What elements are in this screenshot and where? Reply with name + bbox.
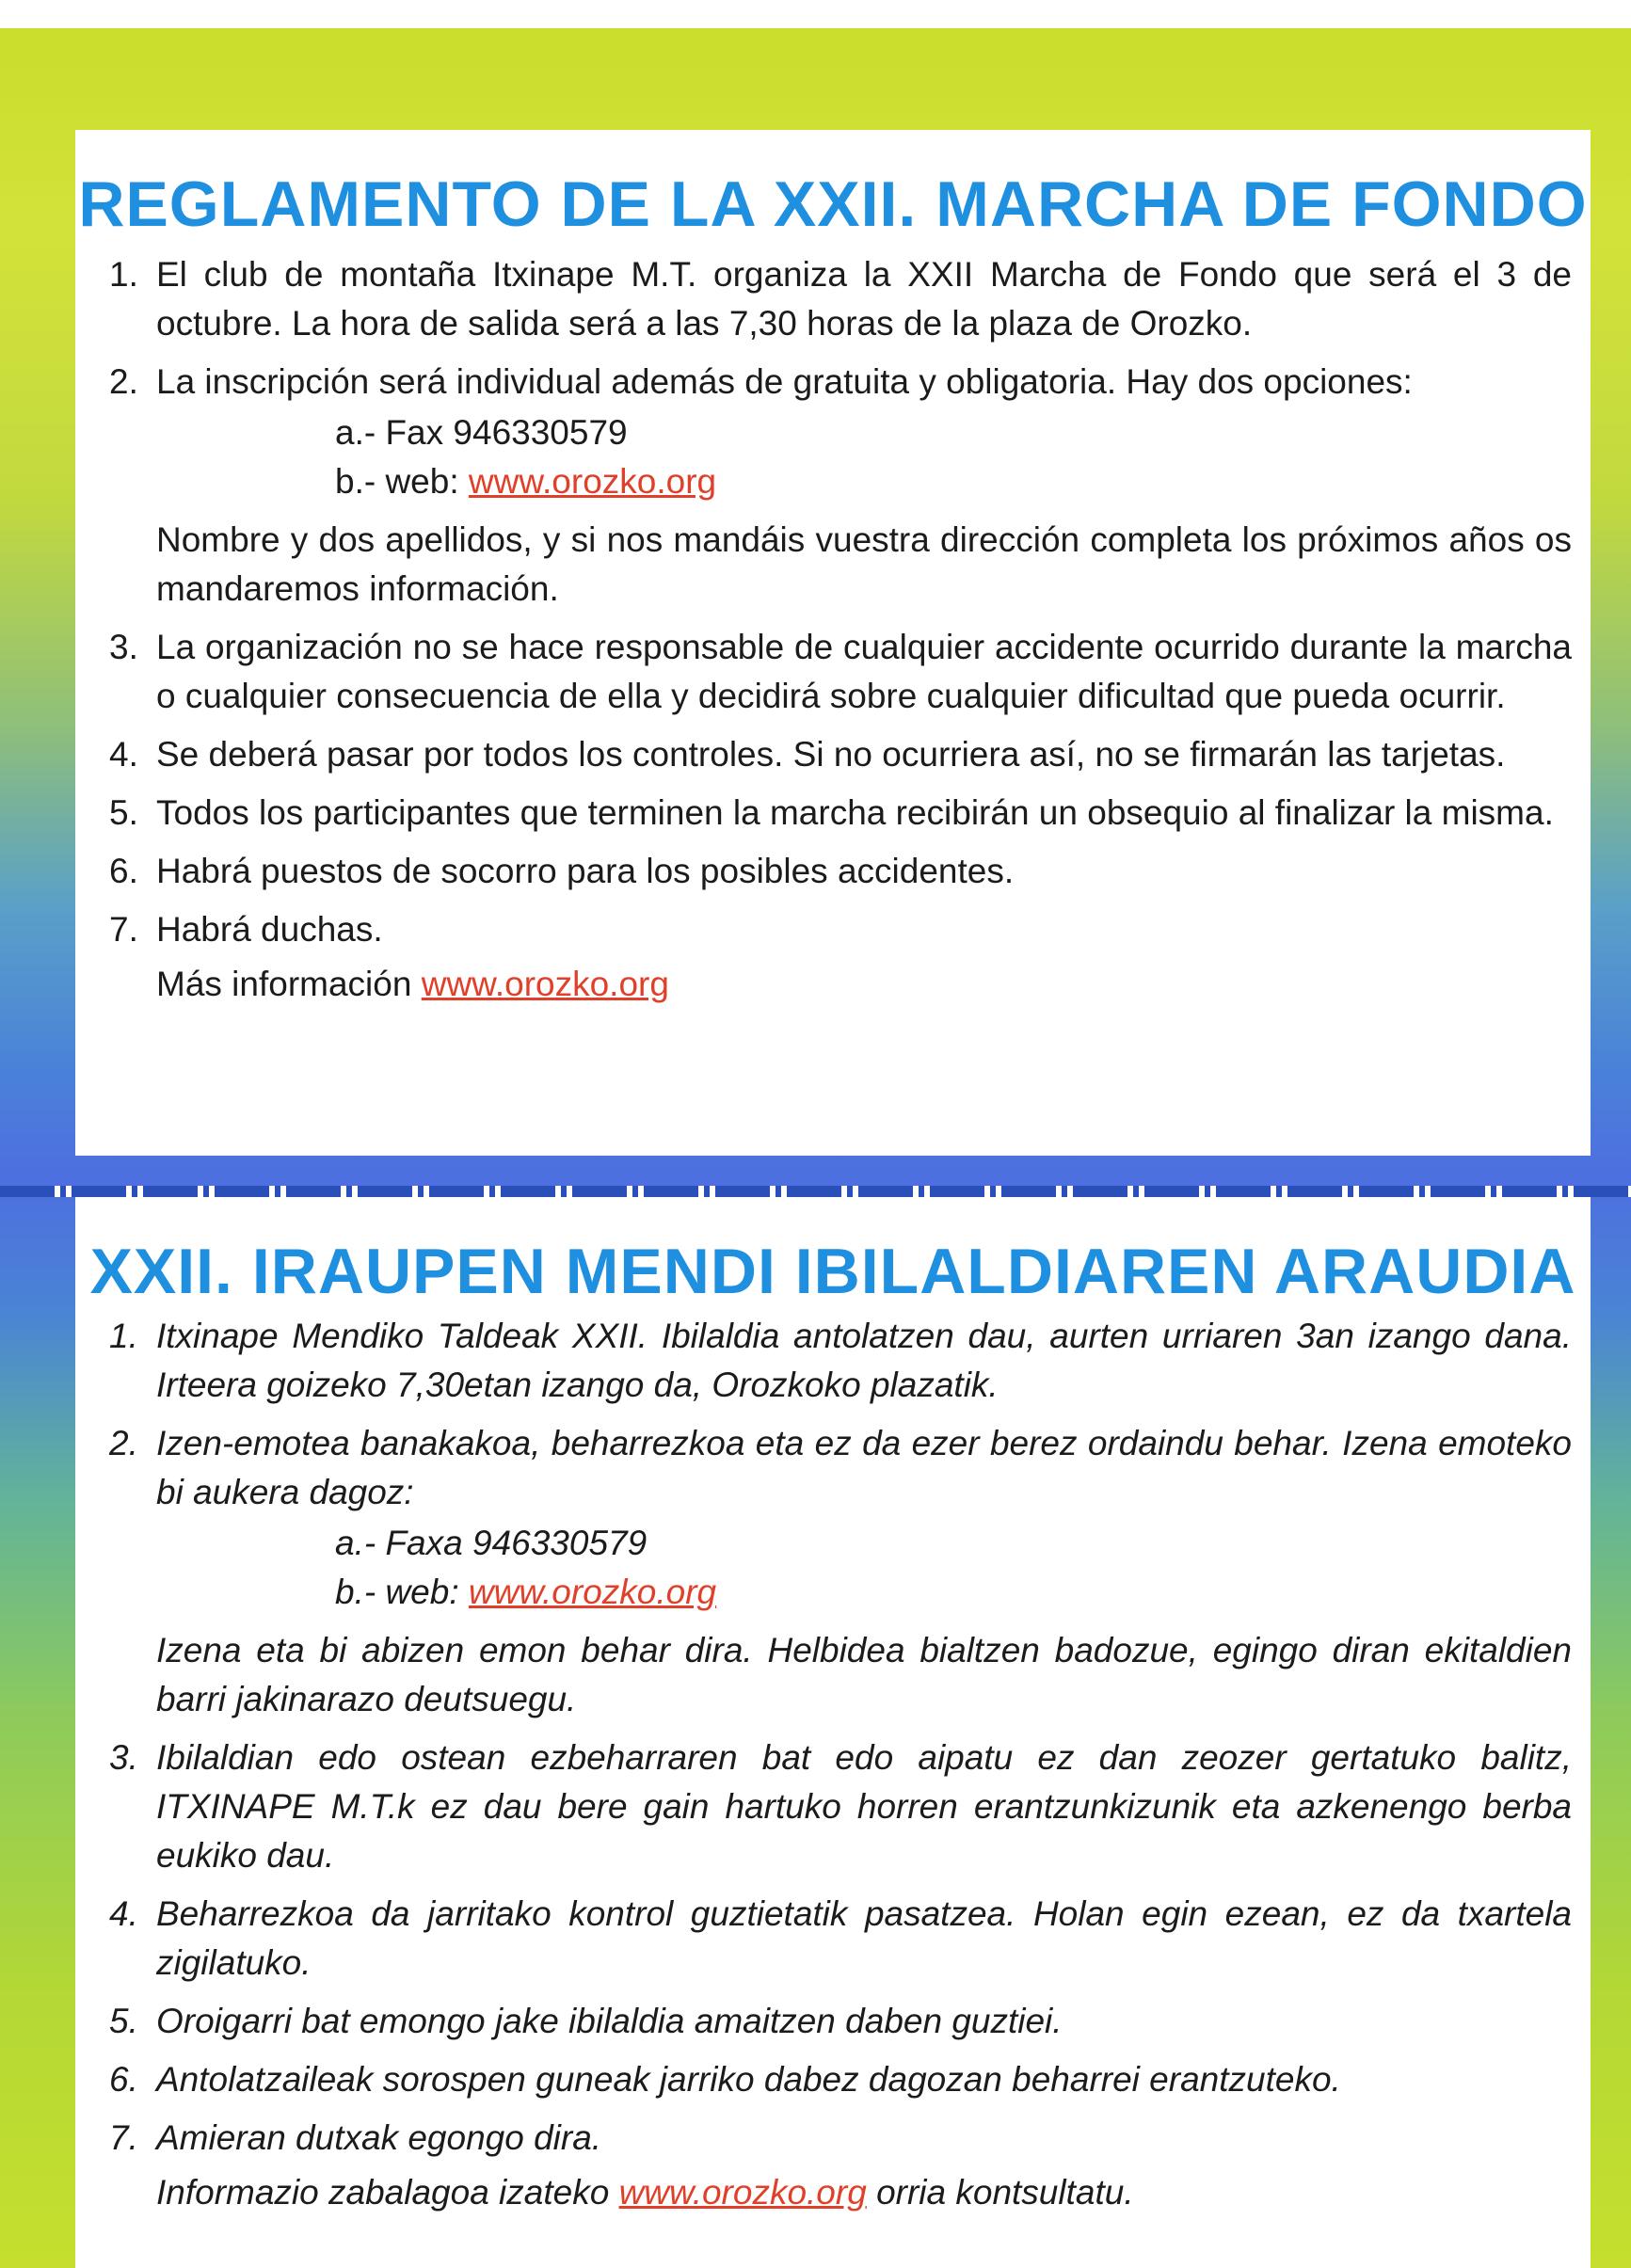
fax-option: a.- Faxa 946330579 (335, 1524, 648, 1562)
spanish-rule-6 (75, 847, 1591, 896)
rule-text: La inscripción será individual además de gratuita y obligatoria. Hay dos opciones: (156, 362, 1413, 401)
more-info-label: Más información (156, 965, 422, 1003)
rule-number: 4. (109, 735, 138, 774)
rule-text: Oroigarri bat emongo jake ibilaldia amaitzen daben guztiei. (156, 2002, 1063, 2040)
rule-text: Itxinape Mendiko Taldeak XXII. Ibilaldia antolatzen dau, aurten urriaren 3an izango dana. Irteera goizeko 7,30etan izango da, Orozkoko plazatik. (156, 1317, 1572, 1404)
rule-number: 5. (109, 793, 138, 832)
spanish-rule-4 (75, 730, 1591, 779)
dashed-divider (0, 1186, 1631, 1197)
rule-text: Beharrezkoa da jarritako kontrol guztietatik pasatzea. Holan egin ezean, ez da txartela zigilatuko. (156, 1894, 1572, 1982)
basque-rule-6 (75, 2055, 1591, 2104)
page-top-margin (0, 0, 1631, 28)
web-option (156, 1568, 1572, 1617)
spanish-rules-list (75, 250, 1591, 1018)
spanish-title: REGLAMENTO DE LA XXII. MARCHA DE FONDO (78, 168, 1588, 240)
rule-number: 2. (109, 362, 138, 401)
basque-rule-1 (75, 1312, 1591, 1410)
rule-number: 3. (109, 628, 138, 666)
basque-rule-4 (75, 1890, 1591, 1988)
more-info (156, 2168, 1572, 2217)
rule-number: 3. (109, 1738, 138, 1777)
web-option (156, 457, 1572, 506)
basque-rule-7 (75, 2114, 1591, 2217)
spanish-rule-2 (75, 358, 1591, 614)
more-info-suffix: orria kontsultatu. (866, 2173, 1134, 2212)
spanish-rule-7 (75, 905, 1591, 1009)
rule-number: 7. (109, 910, 138, 949)
rule-text: Antolatzaileak sorospen guneak jarriko dabez dagozan beharrei erantzuteko. (156, 2060, 1341, 2099)
rule-text: El club de montaña Itxinape M.T. organiza la XXII Marcha de Fondo que será el 3 de octubre. La hora de salida será a las 7,30 horas de la plaza de Orozko. (156, 255, 1572, 343)
basque-rules-list (75, 1312, 1591, 2227)
rule-number: 2. (109, 1424, 138, 1462)
rule-text: Izen-emotea banakakoa, beharrezkoa eta ez da ezer berez ordaindu behar. Izena emoteko bi aukera dagoz: (156, 1424, 1572, 1511)
web-option-label: b.- web: (335, 462, 469, 501)
web-link[interactable]: www.orozko.org (468, 462, 717, 501)
more-info-link[interactable]: www.orozko.org (421, 965, 669, 1003)
rule-number: 4. (109, 1894, 138, 1933)
rule-text: Ibilaldian edo ostean ezbeharraren bat edo aipatu ez dan zeozer gertatuko balitz, ITXINAPE M.T.k ez dau bere gain hartuko horren erantzunkizunik eta azkenengo berba eukiko dau. (156, 1738, 1572, 1875)
web-link[interactable]: www.orozko.org (468, 1573, 717, 1611)
spanish-rule-5 (75, 789, 1591, 838)
spanish-rule-1 (75, 250, 1591, 348)
rule-text: Habrá puestos de socorro para los posibles accidentes. (156, 852, 1015, 890)
rule-text: La organización no se hace responsable de cualquier accidente ocurrido durante la marcha o cualquier consecuencia de ella y decidirá sobre cualquier dificultad que pueda ocurrir. (156, 628, 1572, 715)
web-option-label: b.- web: (335, 1573, 469, 1611)
rule-text: Se deberá pasar por todos los controles. Si no ocurriera así, no se firmarán las tarjetas. (156, 735, 1506, 774)
more-info-label: Informazio zabalagoa izateko (156, 2173, 619, 2212)
rule-number: 1. (109, 255, 138, 294)
rule-number: 6. (109, 852, 138, 890)
basque-rule-2 (75, 1419, 1591, 1724)
basque-rule-3 (75, 1733, 1591, 1880)
rule-text: Amieran dutxak egongo dira. (156, 2118, 602, 2157)
rule-number: 1. (109, 1317, 138, 1355)
spanish-rules-panel (75, 130, 1591, 1156)
rule-text: Habrá duchas. (156, 910, 383, 949)
basque-rule-5 (75, 1997, 1591, 2046)
more-info (156, 960, 1572, 1009)
registration-note: Nombre y dos apellidos, y si nos mandáis vuestra dirección completa los próximos años os mandaremos información. (156, 520, 1572, 608)
basque-title: XXII. IRAUPEN MENDI IBILALDIAREN ARAUDIA (89, 1236, 1576, 1307)
rule-number: 5. (109, 2002, 138, 2040)
rule-number: 7. (109, 2118, 138, 2157)
fax-option: a.- Fax 946330579 (335, 413, 628, 452)
more-info-link[interactable]: www.orozko.org (618, 2173, 867, 2212)
rule-number: 6. (109, 2060, 138, 2099)
basque-rules-panel (75, 1197, 1591, 2268)
registration-note: Izena eta bi abizen emon behar dira. Helbidea bialtzen badozue, egingo diran ekitaldien barri jakinarazo deutsuegu. (156, 1631, 1572, 1718)
spanish-rule-3 (75, 623, 1591, 721)
rule-text: Todos los participantes que terminen la marcha recibirán un obsequio al finalizar la misma. (156, 793, 1554, 832)
